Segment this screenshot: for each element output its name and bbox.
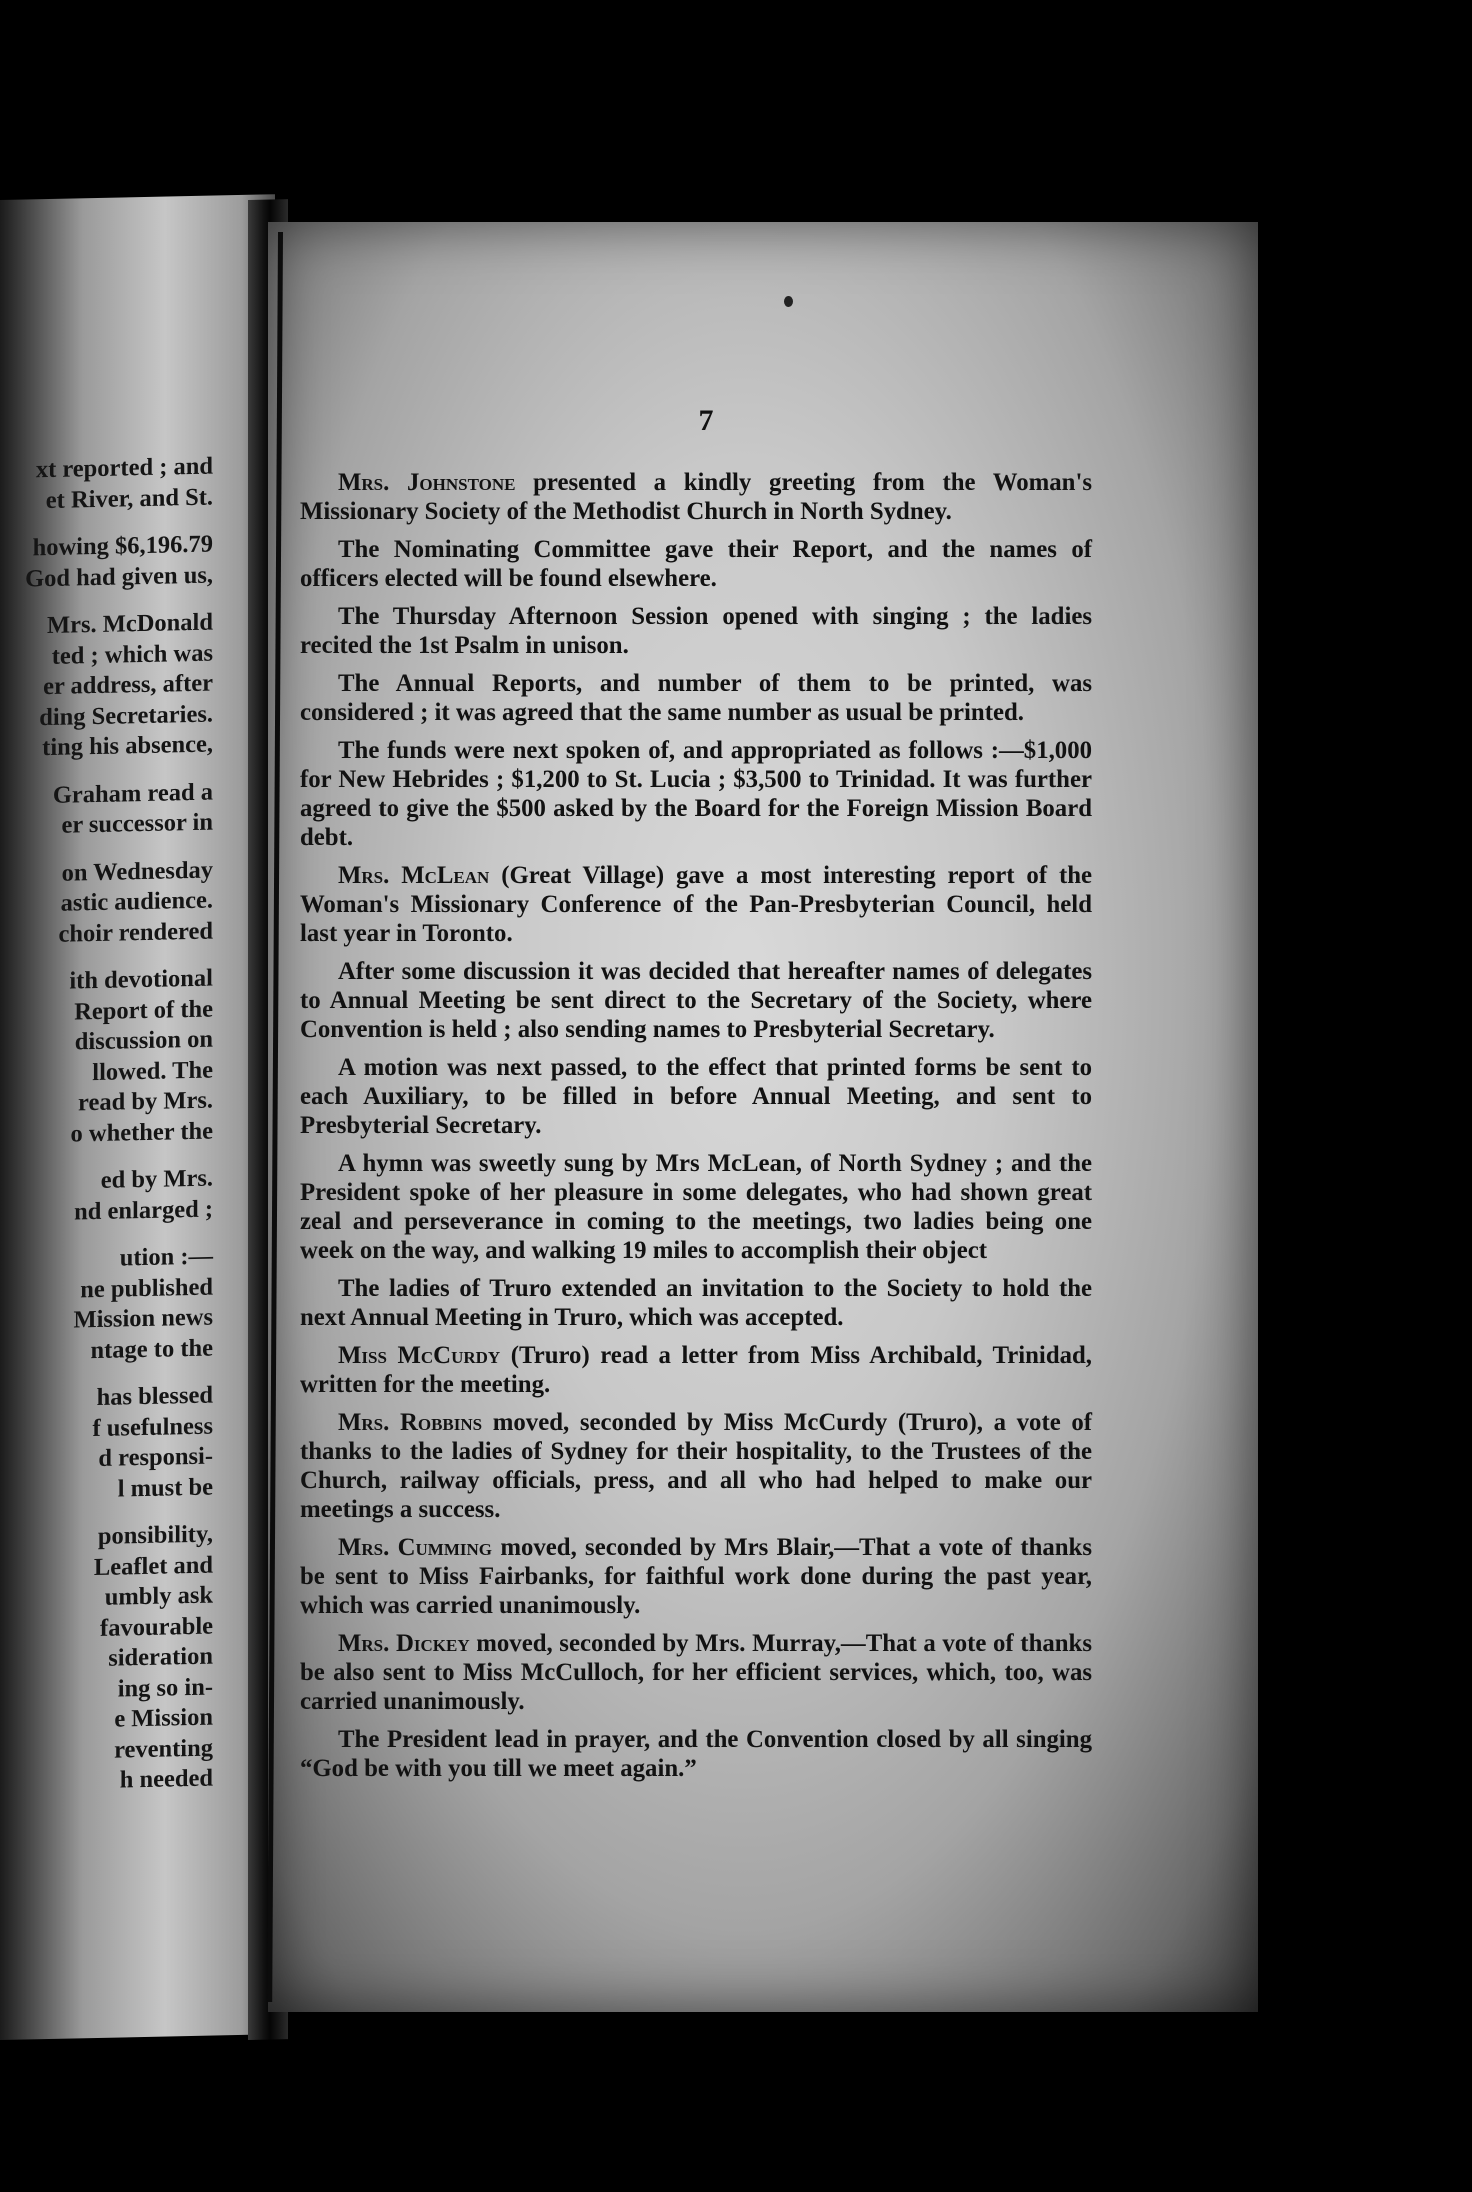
- minutes-paragraph: [300, 861, 1092, 948]
- fragment-line: ed by Mrs.: [100, 1164, 213, 1194]
- fragment-line: discussion on: [74, 1025, 213, 1056]
- fragment-line: e Mission: [114, 1703, 213, 1733]
- fragment-line: howing $6,196.79: [32, 530, 213, 562]
- paragraph-text: moved, seconded by Mrs Blair,—That a vote of thanks be sent to Miss Fairbanks, for faithful work done during the past year, which was carried unanimously.: [300, 1534, 1092, 1619]
- fragment-line: favourable: [100, 1612, 213, 1642]
- fragment-line: d responsi-: [98, 1442, 213, 1472]
- fragment-line: er successor in: [61, 808, 213, 839]
- page-number: 7: [698, 404, 714, 437]
- fragment-line: xt reported ; and: [35, 452, 213, 484]
- speaker-name: Mrs. McLean: [338, 862, 490, 889]
- paragraph-text: The ladies of Truro extended an invitation to the Society to hold the next Annual Meeting in Truro, which was accepted.: [300, 1275, 1092, 1331]
- paragraph-text: A hymn was sweetly sung by Mrs McLean, of North Sydney ; and the President spoke of her pleasure in some delegates, who had shown great zeal and perseverance in coming to the meetings, two ladies being one week on the way, and walking 19 miles to accomplish their object: [300, 1150, 1092, 1264]
- speaker-name: Mrs. Robbins: [338, 1409, 483, 1436]
- fragment-line: h needed: [119, 1764, 213, 1794]
- paragraph-text: The President lead in prayer, and the Convention closed by all singing “God be with you till we meet again.”: [300, 1726, 1092, 1782]
- fragment-line: ne published: [80, 1273, 213, 1303]
- paragraph-text: (Great Village) gave a most interesting report of the Woman's Missionary Conference of the Pan-Presbyterian Council, held last year in Toronto.: [300, 862, 1092, 947]
- fragment-line: llowed. The: [92, 1056, 213, 1086]
- binding-edge-line: [267, 232, 283, 2002]
- minutes-paragraph: [300, 957, 1092, 1044]
- paragraph-text: (Truro) read a letter from Miss Archibald, Trinidad, written for the meeting.: [300, 1342, 1093, 1398]
- minutes-paragraph: [300, 1053, 1092, 1140]
- fragment-line: God had given us,: [25, 561, 213, 592]
- minutes-paragraph: [300, 1408, 1092, 1524]
- fragment-line: ponsibility,: [97, 1520, 213, 1550]
- minutes-paragraph: [300, 736, 1092, 852]
- fragment-line: on Wednesday: [61, 856, 213, 887]
- minutes-paragraph: [300, 1341, 1092, 1399]
- previous-page-fragment: [0, 194, 275, 2040]
- paragraph-text: moved, seconded by Mrs. Murray,—That a vote of thanks be also sent to Miss McCulloch, for her efficient services, which, too, was carried unanimously.: [300, 1630, 1092, 1715]
- speaker-name: Miss McCurdy: [338, 1342, 501, 1369]
- paragraph-text: The Annual Reports, and number of them to be printed, was considered ; it was agreed that the same number as usual be printed.: [300, 670, 1092, 726]
- minutes-paragraph: [300, 468, 1092, 526]
- page-seven: [268, 222, 1258, 2012]
- paragraph-text: The Thursday Afternoon Session opened with singing ; the ladies recited the 1st Psalm in unison.: [300, 603, 1092, 659]
- fragment-line: ting his absence,: [42, 730, 213, 762]
- fragment-line: has blessed: [96, 1381, 213, 1411]
- fragment-line: ding Secretaries.: [39, 700, 213, 731]
- previous-page-text: [0, 452, 213, 1816]
- fragment-line: ntage to the: [90, 1334, 213, 1364]
- fragment-line: o whether the: [70, 1117, 213, 1148]
- speaker-name: Mrs. Johnstone: [338, 469, 516, 496]
- paragraph-text: A motion was next passed, to the effect that printed forms be sent to each Auxiliary, to be filled in before Annual Meeting, and sent to Presbyterial Secretary.: [300, 1054, 1092, 1139]
- minutes-paragraph: [300, 1274, 1092, 1332]
- fragment-line: sideration: [108, 1642, 213, 1672]
- fragment-line: Report of the: [74, 995, 213, 1025]
- fragment-line: l must be: [117, 1473, 213, 1503]
- fragment-line: umbly ask: [104, 1581, 213, 1611]
- fragment-line: Leaflet and: [93, 1551, 213, 1581]
- speaker-name: Mrs. Cumming: [338, 1534, 493, 1561]
- fragment-line: ith devotional: [69, 964, 213, 995]
- paragraph-text: After some discussion it was decided that hereafter names of delegates to Annual Meeting be sent direct to the Secretary of the Society, where Convention is held ; also sending names to Presbyterial Secretary.: [300, 958, 1092, 1043]
- fragment-line: ing so in-: [117, 1673, 213, 1703]
- speaker-name: Mrs. Dickey: [338, 1630, 470, 1657]
- fragment-line: f usefulness: [92, 1412, 213, 1442]
- minutes-paragraph: [300, 602, 1092, 660]
- fragment-line: Mrs. McDonald: [46, 608, 213, 640]
- minutes-paragraph: [300, 1533, 1092, 1620]
- minutes-paragraph: [300, 1725, 1092, 1783]
- fragment-line: reventing: [114, 1734, 213, 1764]
- fragment-line: Mission news: [73, 1303, 213, 1334]
- paragraph-text: moved, seconded by Miss McCurdy (Truro), a vote of thanks to the ladies of Sydney for their hospitality, to the Trustees of the Church, railway officials, press, and all who had helped to make our meetings a success.: [300, 1409, 1092, 1523]
- fragment-line: read by Mrs.: [78, 1086, 213, 1117]
- fragment-line: Graham read a: [52, 778, 213, 809]
- paragraph-text: The Nominating Committee gave their Report, and the names of officers elected will be found elsewhere.: [300, 536, 1092, 592]
- fragment-line: er address, after: [43, 669, 213, 701]
- minutes-paragraph: [300, 535, 1092, 593]
- paragraph-text: presented a kindly greeting from the Woman's Missionary Society of the Methodist Church in North Sydney.: [300, 469, 1092, 525]
- fragment-line: ted ; which was: [51, 639, 213, 670]
- minutes-paragraph: [300, 1629, 1092, 1716]
- fragment-line: astic audience.: [60, 886, 213, 917]
- minutes-paragraph: [300, 669, 1092, 727]
- fragment-line: nd enlarged ;: [74, 1195, 213, 1225]
- fragment-line: choir rendered: [58, 917, 213, 948]
- fragment-line: ution :—: [119, 1242, 213, 1272]
- fragment-line: et River, and St.: [45, 483, 213, 514]
- minutes-text: [300, 468, 1092, 1792]
- paragraph-text: The funds were next spoken of, and appropriated as follows :—$1,000 for New Hebrides ; $1,200 to St. Lucia ; $3,500 to Trinidad. It was further agreed to give the $500 asked by the Board for the Foreign Mission Board debt.: [300, 737, 1092, 851]
- ink-speck: [784, 296, 793, 307]
- minutes-paragraph: [300, 1149, 1092, 1265]
